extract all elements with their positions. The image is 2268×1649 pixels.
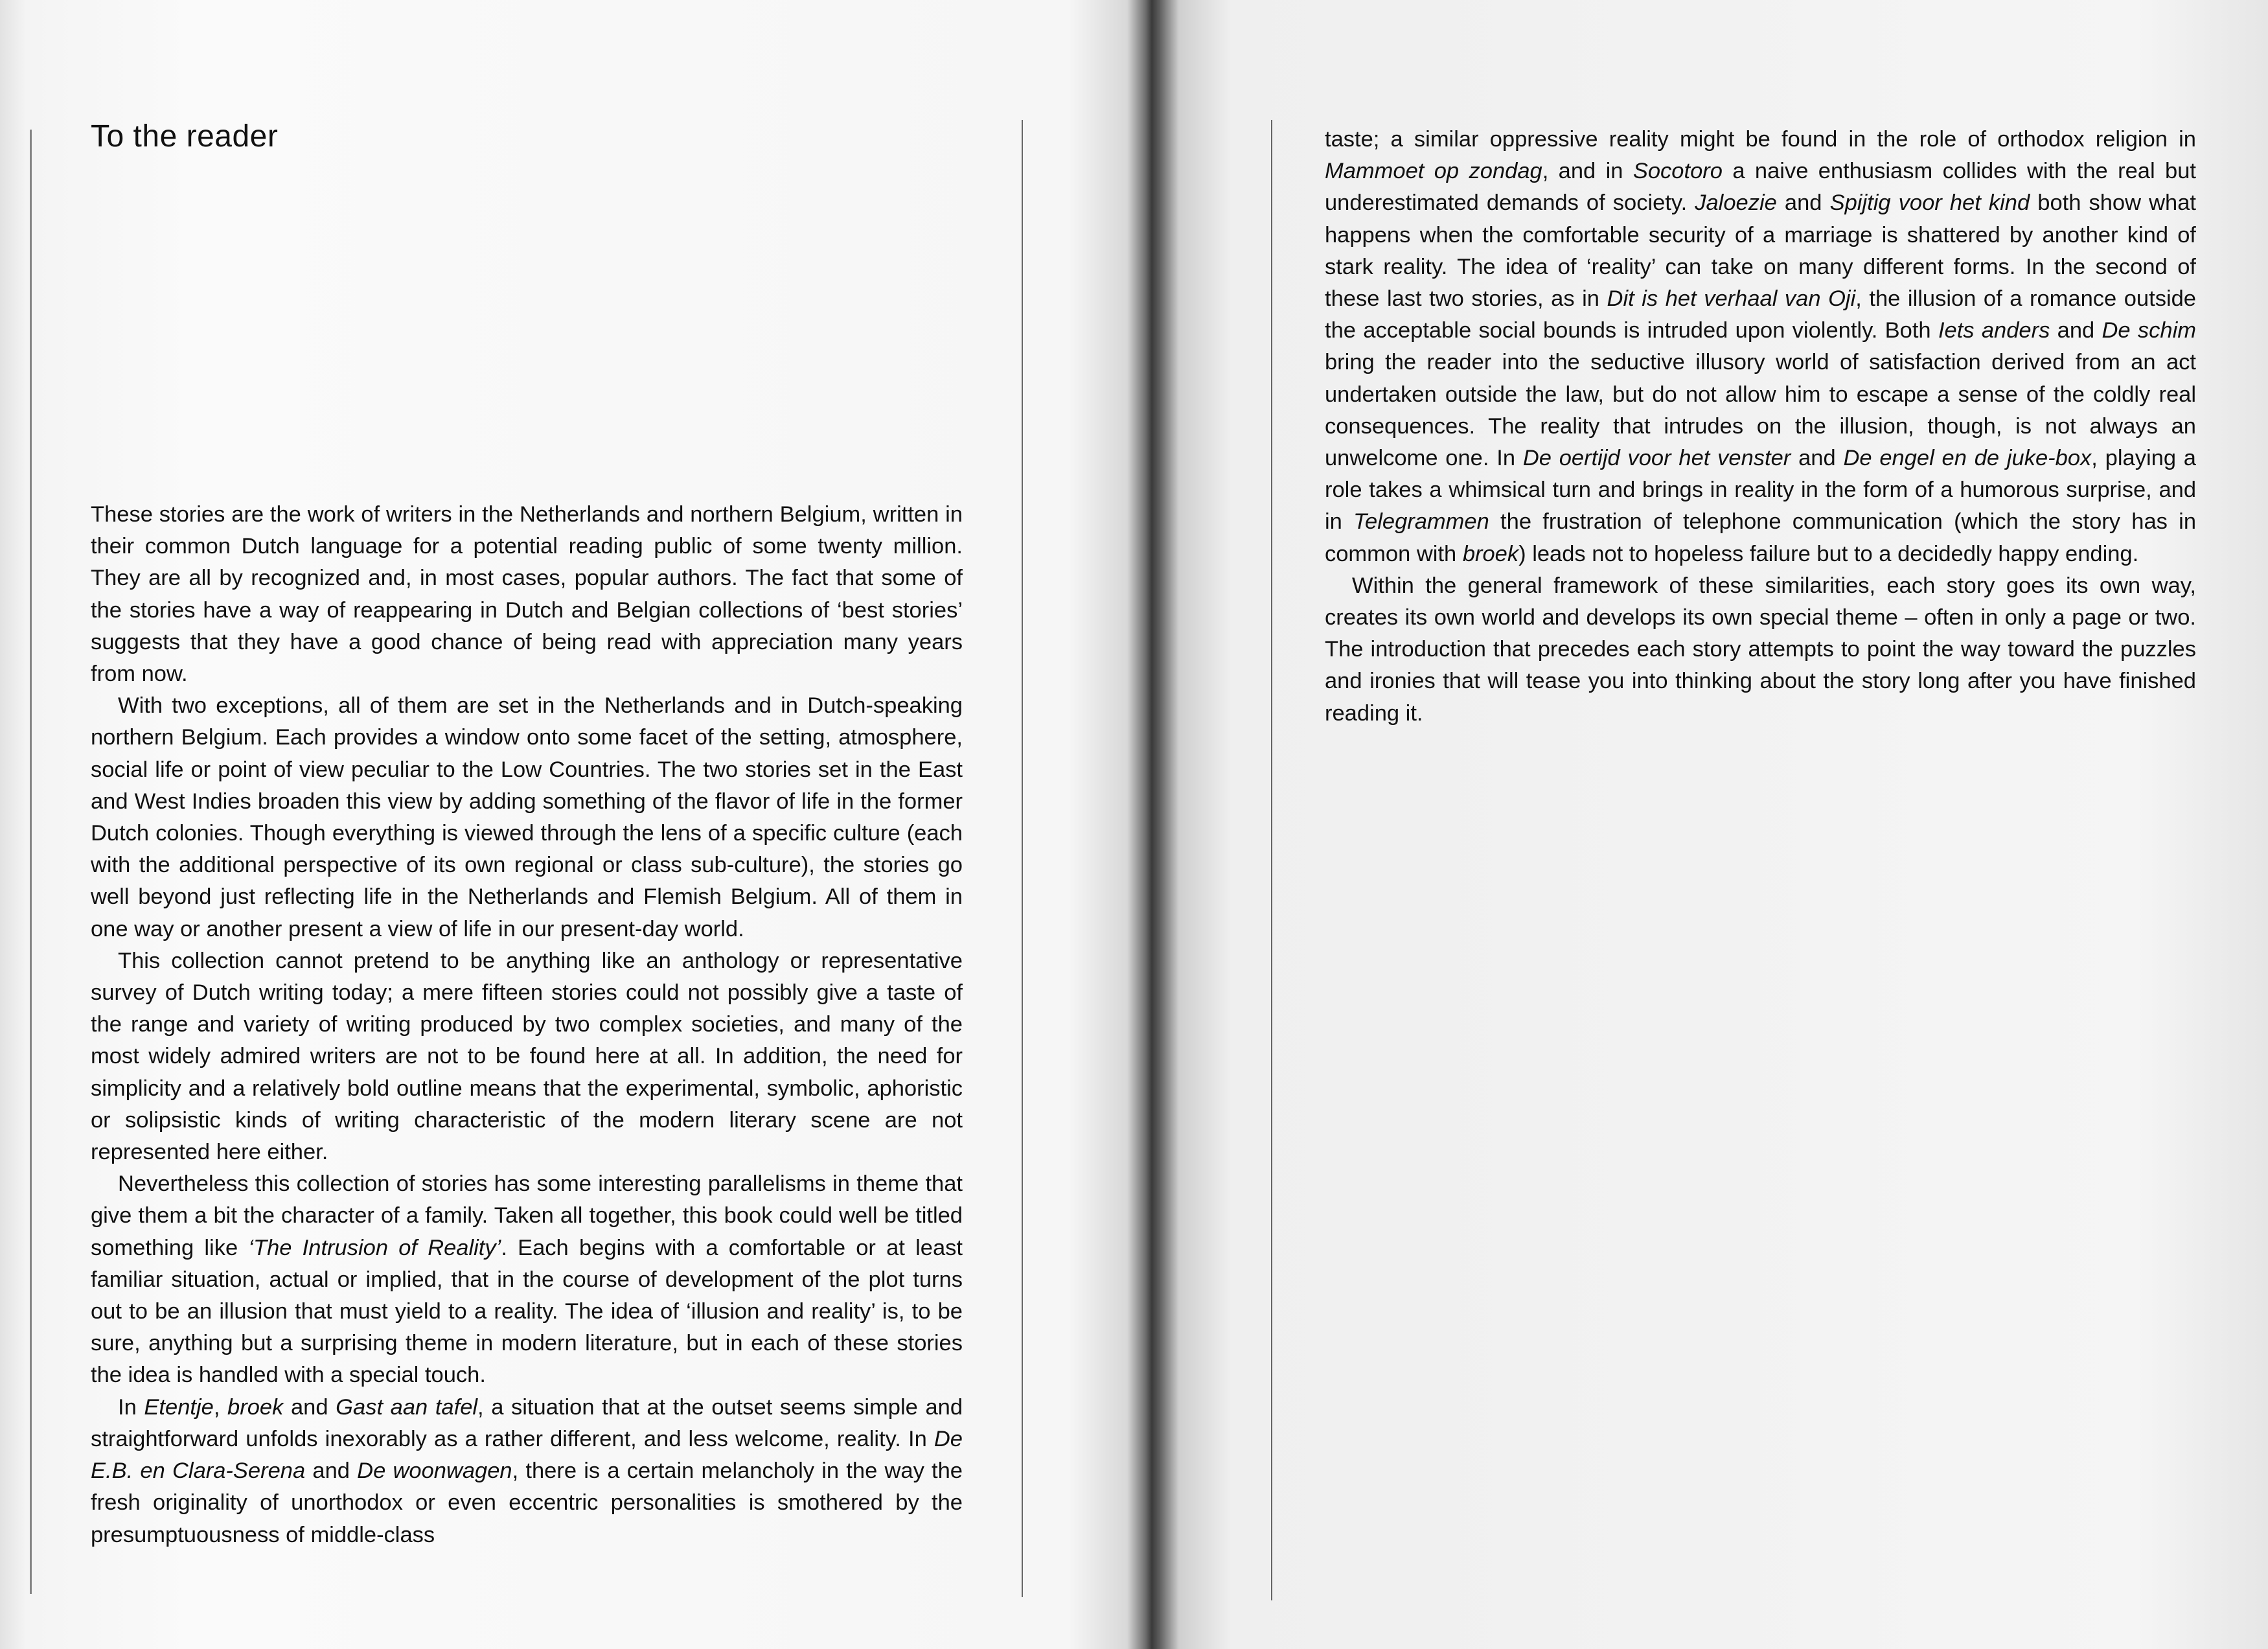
text-run: , and in <box>1542 159 1633 184</box>
italic-title: De schim <box>2102 318 2197 343</box>
right-page-body <box>1325 124 2196 730</box>
italic-title: broek <box>1462 541 1519 566</box>
text-run: Nevertheless this collection of stories has some interesting parallelisms in theme that give them a bit the character of a family. Taken all together, this book could well be titled something like <box>91 1171 963 1260</box>
text-run: and <box>1791 446 1844 471</box>
paragraph <box>91 1168 963 1391</box>
italic-title: De oertijd voor het venster <box>1522 446 1791 471</box>
text-run: and <box>2050 318 2102 343</box>
italic-title: Iets anders <box>1938 318 2050 343</box>
text-run: , there is a certain melancholy in the way the fresh originality of unorthodox or even eccentric personalities is smothered by the presumptuousness of middle-class <box>91 1459 963 1547</box>
italic-title: Gast aan tafel <box>336 1394 478 1420</box>
italic-title: Dit is het verhaal van Oji <box>1607 286 1856 312</box>
paragraph <box>91 945 963 1168</box>
italic-title: ‘The Intrusion of Reality’ <box>248 1235 501 1260</box>
text-run: . Each begins with a comfortable or at least familiar situation, actual or implied, that in the course of development of the plot turns out to be an illusion that must yield to a reality. The idea of ‘illusion and reality’ is, to be sure, anything but a surprising theme in modern literature, but in each of these stories the idea is handled with a special touch. <box>91 1235 963 1388</box>
italic-title: Etentje <box>144 1394 214 1420</box>
text-run: a naive enthusiasm collides with the real but underestimated demands of society. <box>1325 159 2196 216</box>
italic-title: Telegrammen <box>1353 509 1489 535</box>
text-run: and <box>305 1459 358 1484</box>
text-run: With two exceptions, all of them are set in the Netherlands and in Dutch-speaking northern Belgium. Each provides a window onto some facet of the setting, atmosphere, social life or point of view peculiar to the Low Countries. The two stories set in the East and West Indies broaden this view by adding something of the flavor of life in the former Dutch colonies. Though everything is viewed through the lens of a specific culture (each with the additional perspective of its own regional or class sub-culture), the stories go well beyond just reflecting life in the Netherlands and Flemish Belgium. All of them in one way or another present a view of life in our present-day world. <box>91 693 963 941</box>
paragraph <box>1325 124 2196 570</box>
left-page-body <box>91 499 963 1551</box>
text-run: taste; a similar oppressive reality might be found in the role of orthodox religion in <box>1325 127 2196 152</box>
text-run: bring the reader into the seductive illusory world of satisfaction derived from an act undertaken outside the law, but do not allow him to escape a sense of the coldly real consequences. The reality that intrudes on the illusion, though, is not always an unwelcome one. In <box>1325 350 2196 471</box>
italic-title: De woonwagen <box>357 1459 512 1484</box>
text-run: Within the general framework of these similarities, each story goes its own way, creates its own world and develops its own special theme – often in only a page or two. The introduction that precedes each story attempts to point the way toward the puzzles and ironies that will tease you into thinking about the story long after you have finished reading it. <box>1325 573 2196 726</box>
text-run: This collection cannot pretend to be anything like an anthology or representative survey of Dutch writing today; a mere fifteen stories could not possibly give a taste of the range and variety of writing produced by two complex societies, and many of the most widely admired writers are not to be found here at all. In addition, the need for simplicity and a relatively bold outline means that the experimental, symbolic, aphoristic or solipsistic kinds of writing characteristic of the modern literary scene are not represented here either. <box>91 948 963 1165</box>
text-run: These stories are the work of writers in the Netherlands and northern Belgium, written in their common Dutch language for a potential reading public of some twenty million. They are all by recognized and, in most cases, popular authors. The fact that some of the stories have a way of reappearing in Dutch and Belgian collections of ‘best stories’ suggests that they have a good chance of being read with appreciation many years from now. <box>91 502 963 687</box>
text-run: , playing a role takes a whimsical turn and brings in reality in the form of a humorous surprise, and in <box>1325 446 2196 535</box>
italic-title: Spijtig voor het kind <box>1829 190 2030 216</box>
text-run: ) leads not to hopeless failure but to a decidedly happy ending. <box>1518 541 2139 566</box>
italic-title: Socotoro <box>1632 159 1723 184</box>
text-run: both show what happens when the comfortable security of a marriage is shattered by another kind of stark reality. The idea of ‘reality’ can take on many different forms. In the second of these last two stories, as in <box>1325 190 2196 312</box>
text-run: and <box>283 1394 336 1420</box>
italic-title: Jaloezie <box>1695 190 1777 216</box>
left-page-edge <box>30 130 32 1594</box>
text-run: , the illusion of a romance outside the acceptable social bounds is intruded upon violently. Both <box>1325 286 2196 343</box>
paragraph <box>1325 570 2196 730</box>
italic-title: De engel en de juke-box <box>1843 446 2092 471</box>
italic-title: Mammoet op zondag <box>1325 159 1542 184</box>
italic-title: broek <box>227 1394 284 1420</box>
right-inner-rule <box>1271 120 1272 1600</box>
text-run: the frustration of telephone communication (which the story has in common with <box>1325 509 2197 566</box>
text-run: and <box>1776 190 1830 216</box>
paragraph <box>91 1392 963 1551</box>
text-run: In <box>118 1394 144 1420</box>
left-inner-rule <box>1022 120 1023 1597</box>
text-run: , <box>213 1394 228 1420</box>
text-run: , a situation that at the outset seems simple and straightforward unfolds inexorably as a rather different, and less welcome, reality. In <box>91 1394 963 1451</box>
italic-title: De E.B. en Clara-Serena <box>91 1426 963 1484</box>
paragraph <box>91 499 963 690</box>
paragraph <box>91 690 963 945</box>
page-title: To the reader <box>91 119 279 154</box>
